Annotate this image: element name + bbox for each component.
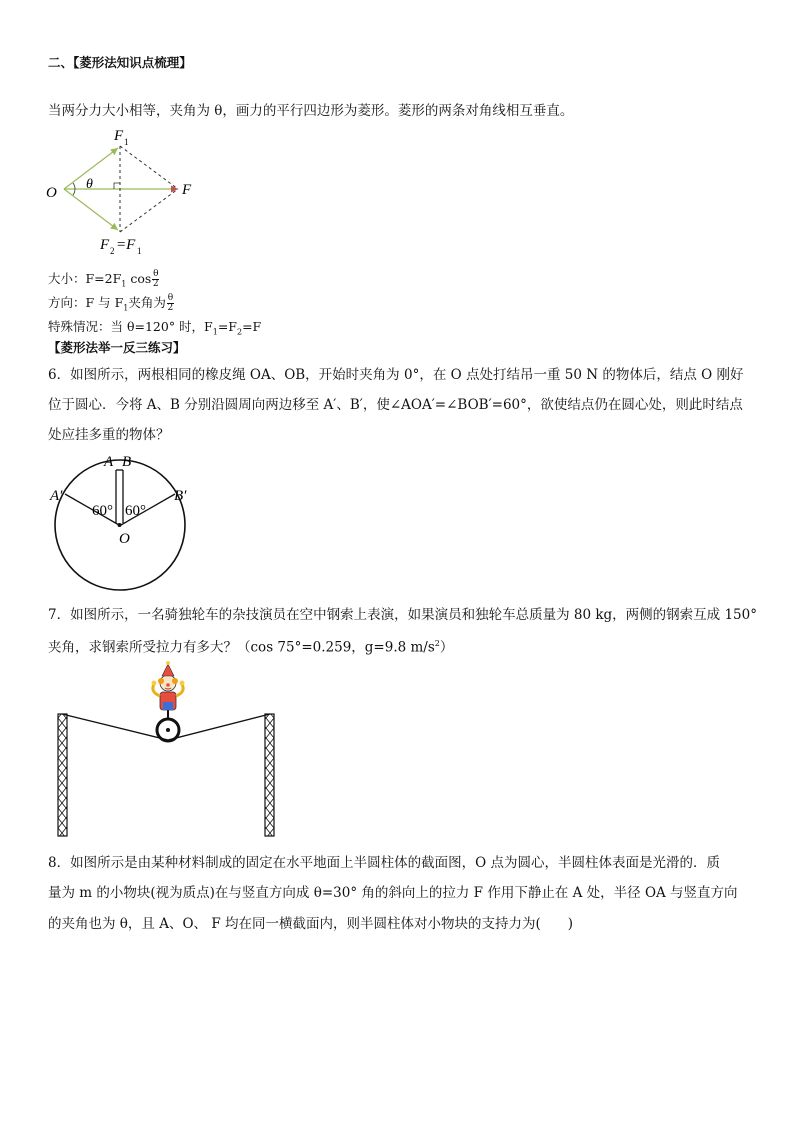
label-f: F [182, 182, 192, 198]
q8-line2: 量为 m 的小物块(视为质点)在与竖直方向成 θ=30° 角的斜向上的拉力 F 作用下静止在 A 处，半径 OA 与竖直方向 [48, 885, 738, 901]
label-b: B [122, 454, 132, 470]
q7-line1: 7．如图所示，一名骑独轮车的杂技演员在空中钢索上表演，如果演员和独轮车总质量为 80 kg，两侧的钢索互成 150° [48, 607, 757, 623]
dashed-side-top [120, 146, 178, 189]
dashed-side-bottom [120, 189, 178, 232]
special-case: 特殊情况：当 θ=120° 时，$F_1=F_2=F$ [48, 319, 262, 337]
direction-formula: 方向：F 与 $F_1$夹角为 $\frac{\theta}{2}$ [48, 293, 174, 313]
q6-line3: 处应挂多重的物体？ [48, 427, 170, 443]
q6-line1: 6．如图所示，两根相同的橡皮绳 OA、OB，开始时夹角为 0°，在 O 点处打结吊一重 50 N 的物体后，结点 O 刚好 [48, 367, 744, 383]
q8-line3: 的夹角也为 θ，且 A、O、 F 均在同一横截面内，则半圆柱体对小物块的支持力为( ) [48, 916, 574, 932]
label-f2: F [100, 237, 110, 253]
practice-title: 【菱形法举一反三练习】 [48, 340, 186, 355]
q7-line2: 夹角，求钢索所受拉力有多大？（cos 75°=0.259，g=9.8 $m/s^2$） [48, 639, 454, 656]
left-tower [58, 714, 67, 836]
size-formula: 大小：$F=2F_1$ cos $\frac{\theta}{2}$ [48, 269, 159, 289]
tightrope-diagram [50, 658, 285, 840]
label-f2-sub: 2 [110, 246, 115, 256]
label-f2-eq: =F [116, 237, 136, 253]
intro-text: 当两分力大小相等，夹角为 θ，画力的平行四边形为菱形。菱形的两条对角线相互垂直。 [48, 103, 574, 119]
label-o: O [46, 185, 57, 201]
label-o: O [119, 531, 130, 547]
rhombus-diagram [40, 126, 210, 258]
label-f1: F [114, 128, 124, 144]
label-f1-sub: 1 [124, 137, 129, 147]
label-a-prime: A′ [50, 488, 63, 504]
label-a: A [104, 454, 114, 470]
right-tower [265, 714, 274, 836]
circle-diagram [48, 450, 198, 595]
f2-arrow [64, 189, 118, 230]
label-b-prime: B′ [174, 488, 187, 504]
label-angle-right: 60° [125, 503, 146, 519]
section-title: 二、【菱形法知识点梳理】 [48, 55, 192, 70]
label-theta: θ [86, 177, 93, 192]
label-angle-left: 60° [92, 503, 113, 519]
q6-line2: 位于圆心．今将 A、B 分别沿圆周向两边移至 A′、B′，使∠AOA′=∠BOB′=60°，欲使结点仍在圆心处，则此时结点 [48, 397, 743, 413]
label-f2-sub2: 1 [137, 246, 142, 256]
q8-line1: 8．如图所示是由某种材料制成的固定在水平地面上半圆柱体的截面图，O 点为圆心，半圆柱体表面是光滑的．质 [48, 855, 720, 871]
right-angle-mark [114, 183, 120, 189]
